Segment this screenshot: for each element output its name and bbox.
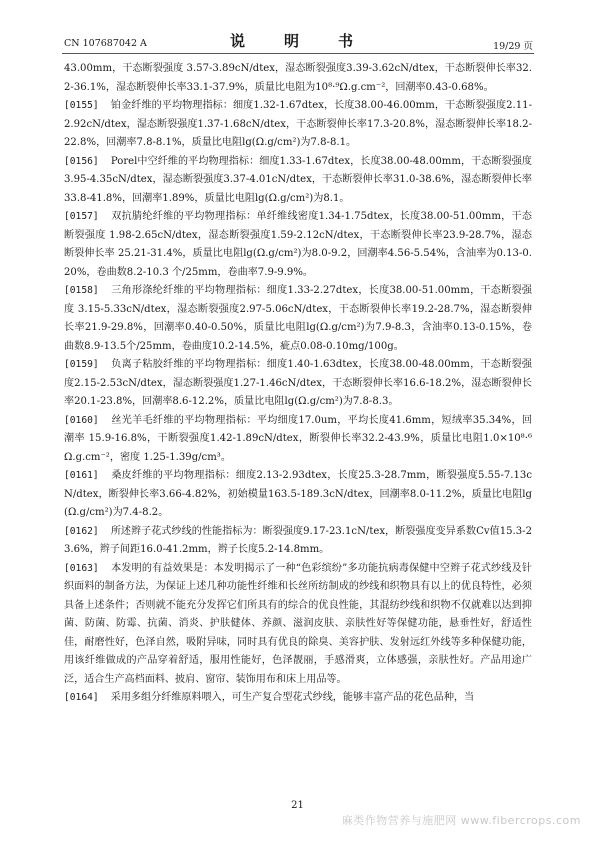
paragraph-text: 三角形涤纶纤维的平均物理指标：细度1.33-2.27dtex，长度38.00-51.00mm，干态断裂强度 3.15-5.33cN/dtex，湿态断裂强度2.97-5.06cN/dtex，干态断裂伸长率19.2-28.7%，湿态断裂伸长率21.9-29.8%，回潮率0.40-0.50%，质量比电阻lg(Ω.g/cm²)为7.9-8.3，含油率0.13-0.15%，卷曲数8.9-13.5个/25mm，卷曲度10.2-14.5%，疵点0.08-0.10mg/100g。 xyxy=(64,285,532,352)
paragraph-number: [0155] xyxy=(64,100,99,111)
paragraph-text: 采用多组分纤维原料喂入，可生产复合型花式纱线，能够丰富产品的花色品种，当 xyxy=(110,692,475,703)
paragraph-0161 xyxy=(64,467,532,523)
paragraph-text: 桑皮纤维的平均物理指标：细度2.13-2.93dtex，长度25.3-28.7mm，断裂强度5.55-7.13cN/dtex，断裂伸长率3.66-4.82%，初始模量163.5-189.3cN/dtex，回潮率8.0-11.2%，质量比电阻lg(Ω.g/cm²)为7.4-8.2。 xyxy=(64,470,533,518)
paragraph-0157 xyxy=(64,208,532,282)
paragraph-0164 xyxy=(64,689,532,708)
paragraph-text: 丝光羊毛纤维的平均物理指标：平均细度17.0um，平均长度41.6mm，短绒率35.34%，回潮率 15.9-16.8%，干断裂强度1.42-1.89cN/dtex，断裂伸长率32.2-43.9%，质量比电阻1.0×10⁸·⁶Ω.g.cm⁻²，密度 1.25-1.39g/cm³。 xyxy=(64,414,533,463)
paragraph-text: 负离子粘胶纤维的平均物理指标：细度1.40-1.63dtex，长度38.00-48.00mm，干态断裂强度2.15-2.53cN/dtex，湿态断裂强度1.27-1.46cN/dtex，干态断裂伸长率16.6-18.2%，湿态断裂伸长率20.1-23.8%，回潮率8.6-12.2%，质量比电阻lg(Ω.g/cm²)为7.8-8.3。 xyxy=(64,359,532,407)
paragraph-number: [0164] xyxy=(64,692,99,703)
document-body xyxy=(64,60,532,708)
paragraph-text: 铂金纤维的平均物理指标：细度1.32-1.67dtex，长度38.00-46.00mm，干态断裂强度2.11-2.92cN/dtex，湿态断裂强度1.37-1.68cN/dtex，干态断裂伸长率17.3-20.8%，湿态断裂伸长率18.2-22.8%，回潮率7.8-8.1%，质量比电阻lg(Ω.g/cm²)为7.8-8.1。 xyxy=(64,100,533,148)
paragraph-0160 xyxy=(64,412,532,468)
paragraph-0155 xyxy=(64,97,532,153)
paragraph-text: Porel中空纤维的平均物理指标：细度1.33-1.67dtex，长度38.00-48.00mm，干态断裂强度 3.95-4.35cN/dtex，湿态断裂强度3.37-4.01cN/dtex，干态断裂伸长率31.0-38.6%，湿态断裂伸长率33.8-41.8%，回潮率1.89%，质量比电阻lg(Ω.g/cm²)为8.1。 xyxy=(64,155,533,204)
paragraph-0163 xyxy=(64,560,532,690)
paragraph-0156 xyxy=(64,153,532,209)
paragraph-0162 xyxy=(64,523,532,560)
document-title: 说 明 书 xyxy=(229,32,365,50)
paragraph-text: 所述辫子花式纱线的性能指标为：断裂强度9.17-23.1cN/tex，断裂强度变异系数Cv值15.3-23.6%，辫子间距16.0-41.2mm，辫子长度5.2-14.8mm。 xyxy=(64,525,533,555)
page-number: 21 xyxy=(291,800,304,811)
page-indicator: 19/29 页 xyxy=(493,41,533,52)
page-header xyxy=(0,28,595,54)
paragraph-text: 本发明的有益效果是：本发明揭示了一种“色彩缤纷”多功能抗病毒保健中空辫子花式纱线及针织面料的制备方法，为保证上述几种功能性纤维和长丝所纺制成的纱线和织物具有以上的优良特性，必须具备上述条件；否则就不能充分发挥它们所具有的综合的优良性能，其混纺纱线和织物不仅就难以达到抑菌、防菌、防霉、抗菌、消炎、护肤健体、养颜、滋润皮肤、亲肤性好等保健功能，悬垂性好，舒适性佳，耐磨性好，色泽自然，吸附异味，同时具有优良的除臭、美容护肤、发射远红外线等多种保健功能，用该纤维做成的产品穿着舒适，服用性能好，色泽靓丽，手感滑爽，立体感强，亲肤性好。产品用途广泛，适合生产高档面料、披肩、窗帘、装饰用布和床上用品等。 xyxy=(64,562,533,685)
paragraph-number: [0156] xyxy=(64,155,99,167)
paragraph-number: [0162] xyxy=(64,525,99,537)
paragraph-continued xyxy=(64,60,532,97)
paragraph-0159 xyxy=(64,356,532,412)
publication-number: CN 107687042 A xyxy=(64,38,147,49)
header-divider xyxy=(62,53,534,54)
paragraph-number: [0163] xyxy=(64,562,99,574)
paragraph-number: [0161] xyxy=(64,470,99,481)
paragraph-0158 xyxy=(64,282,532,356)
paragraph-number: [0160] xyxy=(64,414,99,426)
paragraph-text: 43.00mm，干态断裂强度 3.57-3.89cN/dtex，湿态断裂强度3.39-3.62cN/dtex，干态断裂伸长率32.2-36.1%，湿态断裂伸长率33.1-37.9%，质量比电阻为10⁸·⁹Ω.g.cm⁻²，回潮率0.43-0.68%。 xyxy=(64,63,532,93)
paragraph-text: 双抗腈纶纤维的平均物理指标：单纤维线密度1.34-1.75dtex，长度38.00-51.00mm，干态断裂强度 1.98-2.65cN/dtex，湿态断裂强度1.59-2.12cN/dtex，干态断裂伸长率23.9-28.7%，湿态断裂伸长率 25.21-31.4%，质量比电阻lg(Ω.g/cm²)为8.0-9.2，回潮率4.56-5.54%，含油率为0.13-0.20%，卷曲数8.2-10.3 个/25mm，卷曲率7.9-9.9%。 xyxy=(64,211,532,278)
paragraph-number: [0158] xyxy=(64,285,99,296)
site-watermark: 麻类作物营养与施肥网 www.fibercrops.com xyxy=(341,814,581,827)
paragraph-number: [0159] xyxy=(64,359,99,370)
paragraph-number: [0157] xyxy=(64,211,99,222)
